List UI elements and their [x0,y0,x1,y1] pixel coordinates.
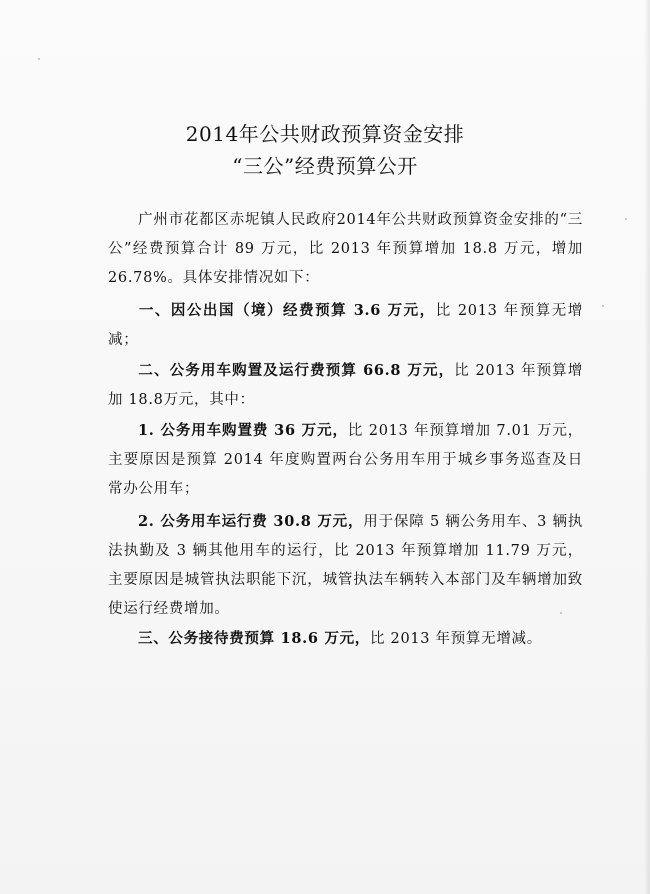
item-3-heading: 三、公务接待费预算 18.6 万元， [138,630,371,647]
item-1-paragraph [108,296,583,355]
paper-speck [625,218,627,220]
intro-paragraph [108,206,583,293]
item-2-sub-1-heading: 1. 公务用车购置费 36 万元， [138,422,348,439]
intro-text: 广州市花都区赤坭镇人民政府2014年公共财政预算资金安排的“三公”经费预算合计 89 万元，比 2013 年预算增加 18.8 万元，增加 26.78%。具体安排情况如下： [108,212,583,286]
item-1-heading: 一、因公出国（境）经费预算 3.6 万元， [138,302,436,319]
item-3-text: 比 2013 年预算无增减。 [370,631,542,647]
item-2-sub-1-paragraph [108,416,583,504]
item-2-sub-1-text: 比 2013 年预算增加 7.01 万元，主要原因是预算 2014 年度购置两台公务用车用于城乡事务巡查及日常办公用车； [108,423,584,497]
paper-speck [560,612,562,614]
item-2-sub-2-heading: 2. 公务用车运行费 30.8 万元， [138,513,364,530]
item-2-heading: 二、公务用车购置及运行费预算 66.8 万元， [138,362,455,379]
item-2-sub-2-text: 用于保障 5 辆公务用车、3 辆执法执勤及 3 辆其他用车的运行，比 2013 年预算增加 11.79 万元，主要原因是城管执法职能下沉，城管执法车辆转入本部门及车辆增加致使运行经费增加。 [108,514,583,617]
paper-speck [38,58,40,60]
paper-speck [602,305,604,307]
document-title-line1: 2014年公共财政预算资金安排 [185,122,465,146]
item-2-paragraph [108,356,583,415]
item-2-sub-2-paragraph [108,507,583,624]
item-3-paragraph [108,624,583,654]
item-1-text: 比 2013 年预算无增减； [108,303,583,348]
item-2-text: 比 2013 年预算增加 18.8万元，其中： [108,363,583,408]
document-title-line2: “三公”经费预算公开 [232,154,418,178]
